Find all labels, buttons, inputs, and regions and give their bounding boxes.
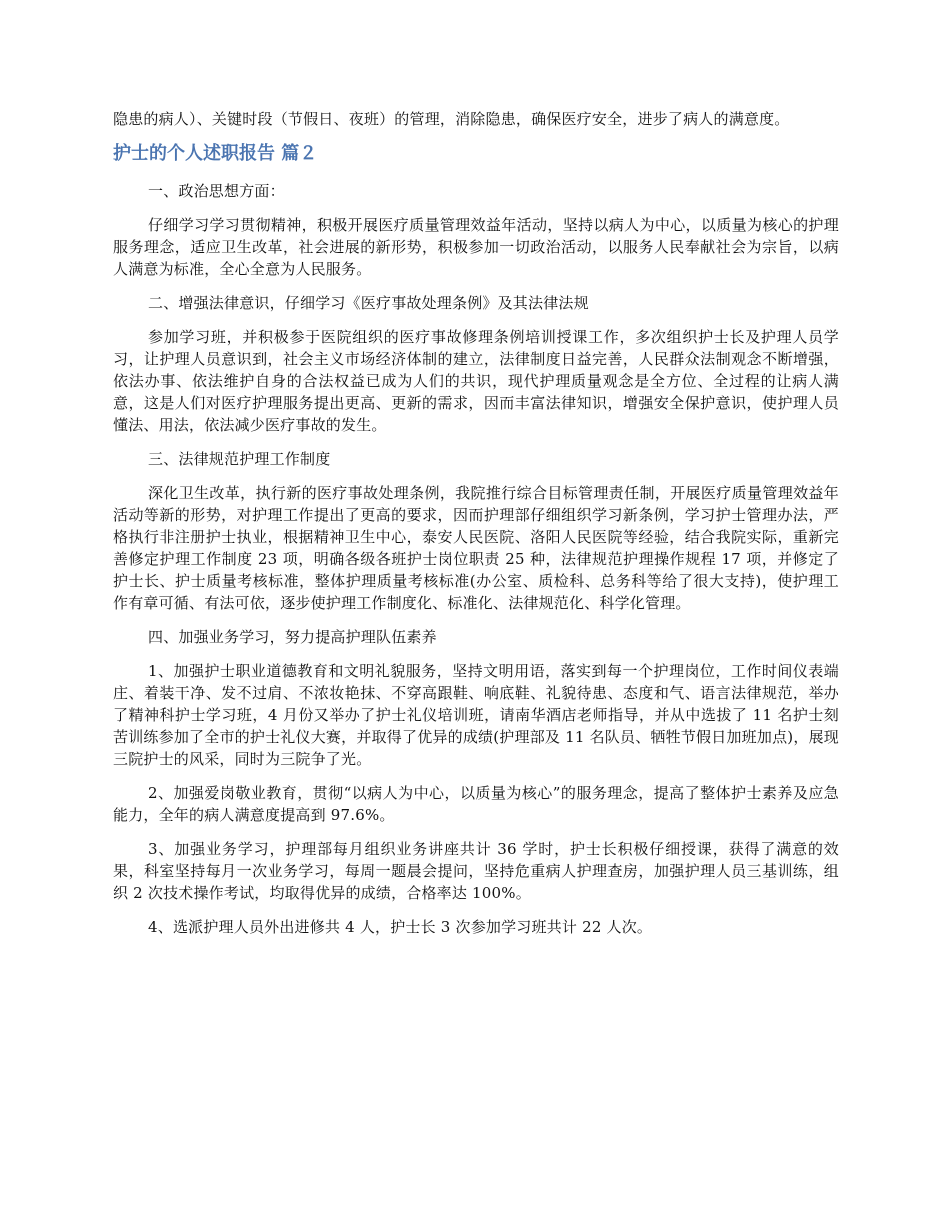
paragraph-law: 参加学习班，并积极参于医院组织的医疗事故修理条例培训授课工作，多次组织护士长及护理人员学习，让护理人员意识到，社会主义市场经济体制的建立，法律制度日益完善，人民群众法制观念不断增强，依法办事、依法维护自身的合法权益已成为人们的共识，现代护理质量观念是全方位、全过程的让病人满意，这是人们对医疗护理服务提出更高、更新的需求，因而丰富法律知识，增强安全保护意识，使护理人员懂法、用法，依法减少医疗事故的发生。: [113, 328, 839, 434]
paragraph-study-4: 4、选派护理人员外出进修共 4 人，护士长 3 次参加学习班共计 22 人次。: [148, 918, 653, 936]
subheading-rules: 三、法律规范护理工作制度: [148, 450, 331, 468]
subheading-law: 二、增强法律意识，仔细学习《医疗事故处理条例》及其法律法规: [148, 294, 589, 312]
intro-paragraph: 隐患的病人）、关键时段（节假日、夜班）的管理，消除隐患，确保医疗安全，进步了病人的满意度。: [113, 110, 790, 128]
paragraph-rules: 深化卫生改革，执行新的医疗事故处理条例，我院推行综合目标管理责任制，开展医疗质量管理效益年活动等新的形势，对护理工作提出了更高的要求，因而护理部仔细组织学习新条例，学习护士管理办法，严格执行非注册护士执业，根据精神卫生中心，泰安人民医院、洛阳人民医院等经验，结合我院实际，重新完善修定护理工作制度 23 项，明确各级各班护士岗位职责 25 种，法律规范护理操作规程 17 项，并修定了护士长、护士质量考核标准，整体护理质量考核标准(办公室、质检科、总务科等给了很大支持)，使护理工作有章可循、有法可依，逐步使护理工作制度化、标准化、法律规范化、科学化管理。: [113, 484, 839, 612]
section-heading: 护士的个人述职报告 篇２: [113, 143, 318, 164]
paragraph-study-3: 3、加强业务学习，护理部每月组织业务讲座共计 36 学时，护士长积极仔细授课，获得了满意的效果，科室坚持每月一次业务学习，每周一题晨会提问，坚持危重病人护理查房，加强护理人员三基训练，组织 2 次技术操作考试，均取得优异的成绩，合格率达 100%。: [113, 840, 839, 902]
subheading-study: 四、加强业务学习，努力提高护理队伍素养: [148, 628, 437, 646]
subheading-politics: 一、政治思想方面：: [148, 182, 285, 200]
paragraph-politics: 仔细学习学习贯彻精神，积极开展医疗质量管理效益年活动，坚持以病人为中心，以质量为核心的护理服务理念，适应卫生改革，社会进展的新形势，积极参加一切政治活动，以服务人民奉献社会为宗旨，以病人满意为标准，全心全意为人民服务。: [113, 216, 839, 278]
paragraph-study-1: 1、加强护士职业道德教育和文明礼貌服务，坚持文明用语，落实到每一个护理岗位，工作时间仪表端庄、着装干净、发不过肩、不浓妆艳抹、不穿高跟鞋、响底鞋、礼貌待患、态度和气、语言法律规范，举办了精神科护士学习班，4 月份又举办了护士礼仪培训班，请南华酒店老师指导，并从中选拔了 11 名护士刻苦训练参加了全市的护士礼仪大赛，并取得了优异的成绩(护理部及 11 名队员、牺牲节假日加班加点)，展现三院护士的风采，同时为三院争了光。: [113, 662, 839, 768]
document-page: [113, 108, 839, 950]
paragraph-study-2: 2、加强爱岗敬业教育，贯彻“以病人为中心，以质量为核心”的服务理念，提高了整体护士素养及应急能力，全年的病人满意度提高到 97.6%。: [113, 784, 839, 824]
